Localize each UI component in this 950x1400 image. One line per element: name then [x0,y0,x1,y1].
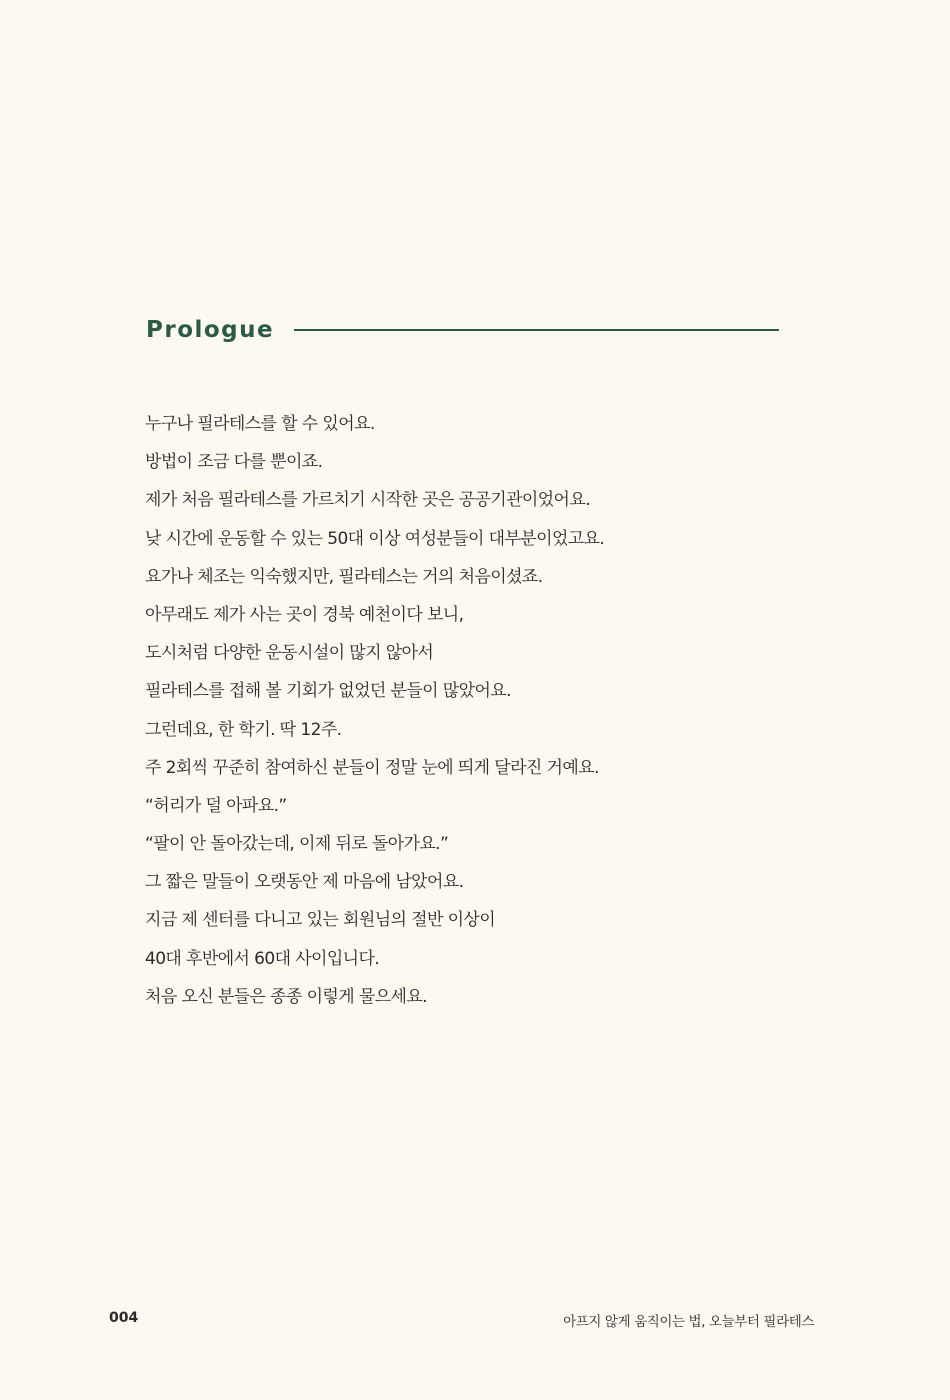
section-header [146,312,779,348]
page-number: 004 [109,1310,139,1326]
text-line: “팔이 안 돌아갔는데, 이제 뒤로 돌아가요.” [145,834,449,855]
text-line: 요가나 체조는 익숙했지만, 필라테스는 거의 처음이셨죠. [145,566,543,587]
text-line: 필라테스를 접해 볼 기회가 없었던 분들이 많았어요. [145,681,511,702]
text-line: 40대 후반에서 60대 사이입니다. [145,948,380,969]
text-line: 도시처럼 다양한 운동시설이 많지 않아서 [145,643,434,664]
text-line: 그 짧은 말들이 오랫동안 제 마음에 남았어요. [145,872,464,893]
prologue-body [145,405,785,1016]
title-divider [294,329,779,331]
text-line: 제가 처음 필라테스를 가르치기 시작한 곳은 공공기관이었어요. [145,490,590,511]
text-line: 낮 시간에 운동할 수 있는 50대 이상 여성분들이 대부분이었고요. [145,528,605,549]
text-line: 아무래도 제가 사는 곳이 경북 예천이다 보니, [145,604,464,625]
page-title: Prologue [146,317,275,343]
text-line: “허리가 덜 아파요.” [145,795,287,816]
text-line: 지금 제 센터를 다니고 있는 회원님의 절반 이상이 [145,910,496,931]
text-line: 그런데요, 한 학기. 딱 12주. [145,719,342,740]
running-footer-book-title: 아프지 않게 움직이는 법, 오늘부터 필라테스 [563,1314,814,1330]
text-line: 방법이 조금 다를 뿐이죠. [145,452,323,473]
text-line: 주 2회씩 꾸준히 참여하신 분들이 정말 눈에 띄게 달라진 거예요. [145,757,599,778]
text-line: 누구나 필라테스를 할 수 있어요. [145,414,375,434]
text-line: 처음 오신 분들은 종종 이렇게 물으세요. [145,986,427,1007]
